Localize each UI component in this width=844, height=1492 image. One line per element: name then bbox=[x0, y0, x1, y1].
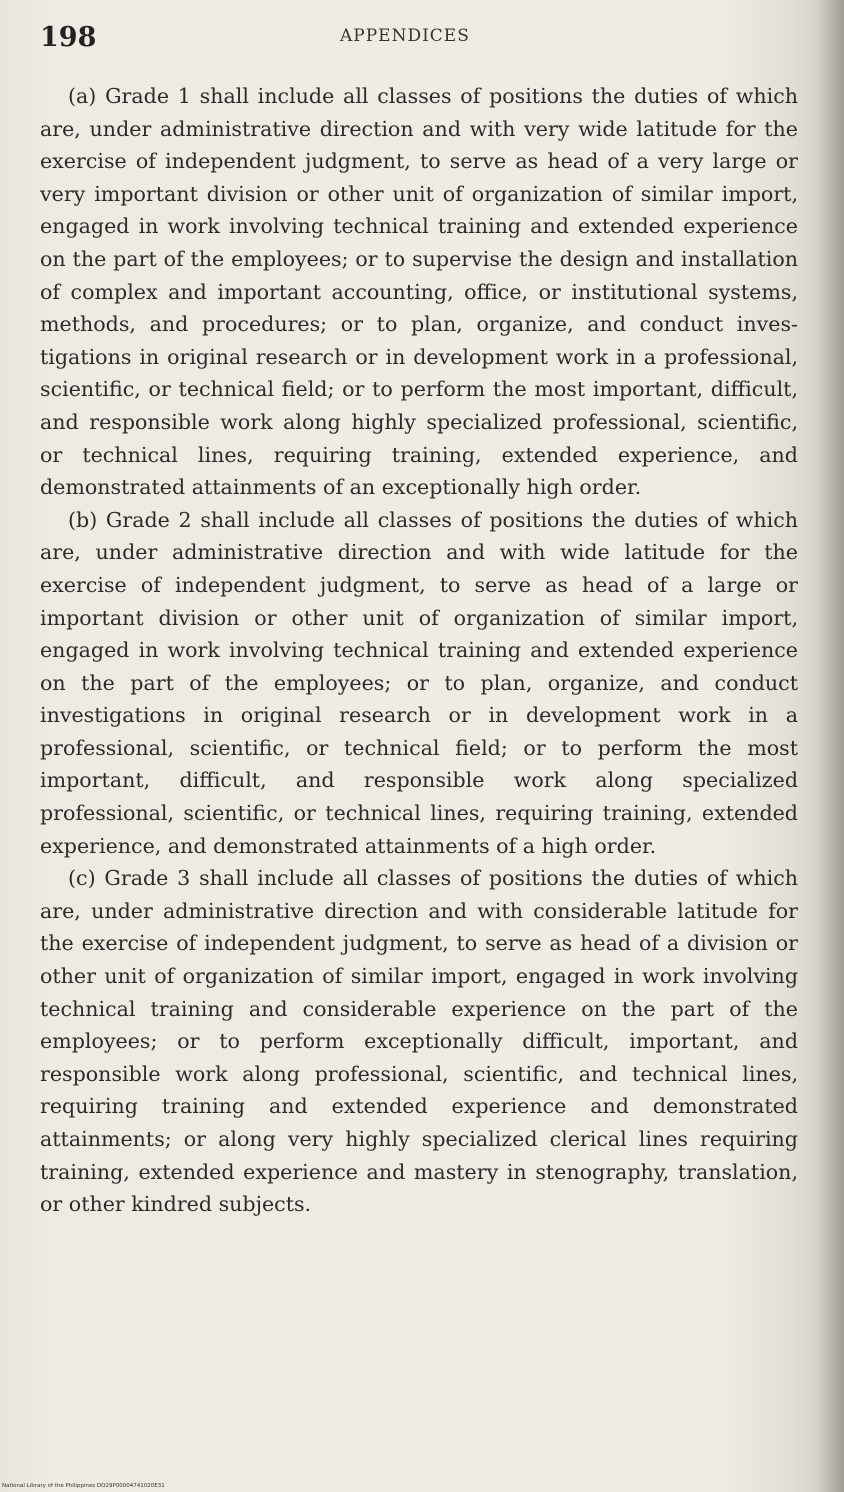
paragraph-grade-1: (a) Grade 1 shall include all classes of positions the duties of which are, under administrative direction and with very wide latitude for the exercise of independent judgment, to serve as head of a very large or very important division or other unit of organization of similar import, engaged in work involving technical training and extended experience on the part of the employees; or to supervise the design and installation of complex and important accounting, office, or institutional systems, methods, and procedures; or to plan, organize, and conduct investigations in original research or in development work in a professional, scientific, or technical field; or to perform the most important, difficult, and responsible work along highly specialized professional, scientific, or technical lines, requiring training, extended experience, and demonstrated attainments of an exceptionally high order. bbox=[40, 84, 798, 500]
running-head: APPENDICES bbox=[340, 26, 470, 46]
scan-credit: National Library of the Philippines DO29P00004741020E31 bbox=[2, 1483, 165, 1489]
page-number: 198 bbox=[40, 22, 97, 53]
body-text bbox=[40, 80, 798, 1221]
paragraph-grade-2: (b) Grade 2 shall include all classes of positions the duties of which are, under administrative direction and with wide latitude for the exercise of independent judgment, to serve as head of a large or important division or other unit of organization of similar import, engaged in work involving technical training and extended experience on the part of the employees; or to plan, organize, and conduct investigations in original research or in development work in a professional, scientific, or technical field; or to perform the most important, difficult, and responsible work along specialized professional, scientific, or technical lines, requiring training, extended experience, and demonstrated attainments of a high order. bbox=[40, 507, 798, 858]
page-header bbox=[40, 22, 800, 62]
paragraph-grade-3: (c) Grade 3 shall include all classes of positions the duties of which are, under administrative direction and with considerable latitude for the exercise of independent judgment, to serve as head of a division or other unit of organization of similar import, engaged in work involving technical training and considerable experience on the part of the employees; or to perform exceptionally difficult, important, and responsible work along professional, scientific, and technical lines, requiring training and extended experience and demonstrated attainments; or along very highly specialized clerical lines requiring training, extended experience and mastery in stenography, translation, or other kindred subjects. bbox=[40, 866, 798, 1217]
page-gutter-shadow bbox=[818, 0, 844, 1492]
